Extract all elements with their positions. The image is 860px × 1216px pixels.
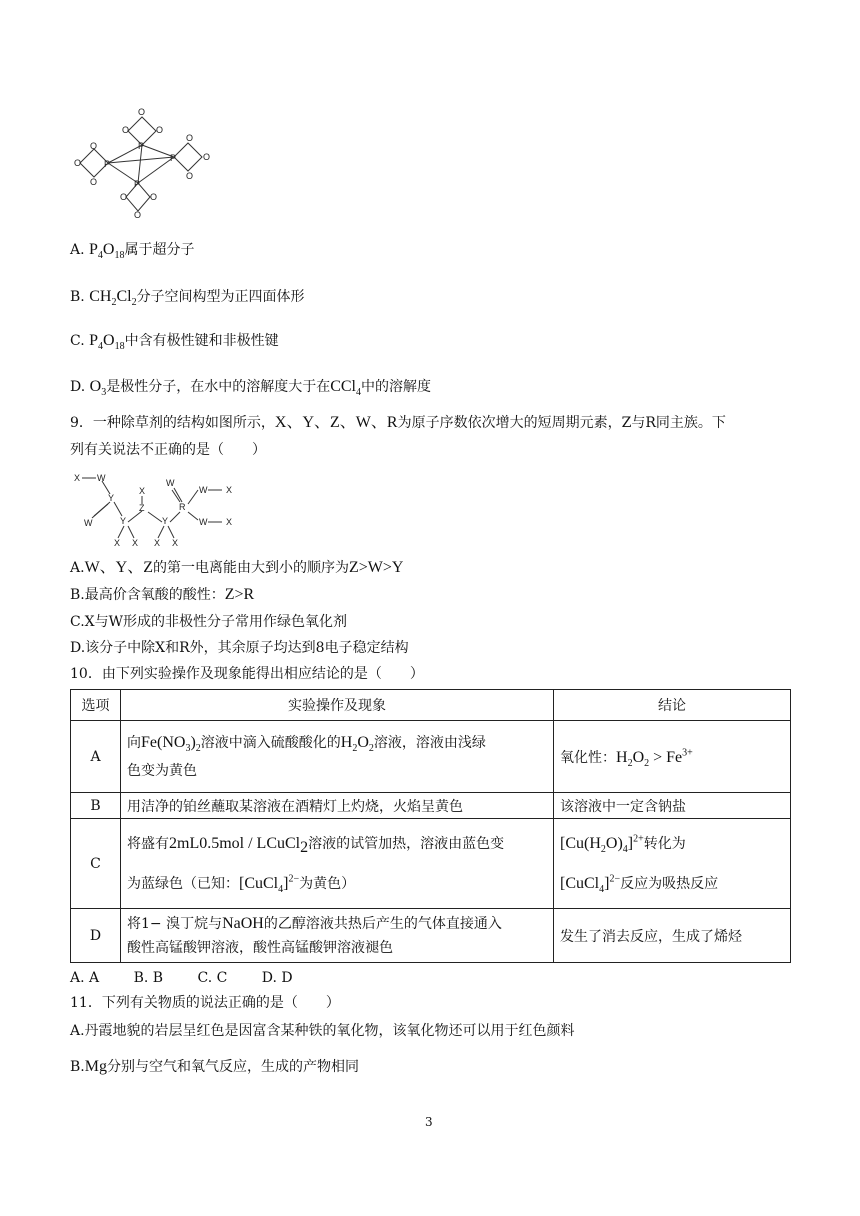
herbicide-structure-figure — [70, 466, 245, 550]
header-option: 选项 — [71, 690, 121, 721]
q9-option-a[interactable]: A.W、Y、Z的第一电离能由大到小的顺序为Z>W>Y — [70, 559, 404, 576]
p4o18-structure-figure — [70, 105, 215, 220]
svg-text:R: R — [179, 502, 186, 512]
o-atom-label: O — [122, 125, 130, 135]
p-atom-label: P — [104, 159, 111, 169]
p-atom-label: P — [170, 153, 177, 163]
svg-text:X: X — [226, 485, 233, 495]
q10-answer-c[interactable]: C. C — [197, 970, 228, 986]
svg-text:Y: Y — [120, 516, 127, 526]
q10-stem: 10．由下列实验操作及现象能得出相应结论的是（ ） — [70, 666, 424, 682]
svg-text:X: X — [226, 517, 233, 527]
q8-option-c[interactable]: C. $P_4O_{18}$中含有极性键和非极性键 — [70, 332, 279, 353]
q9-stem-line2: 列有关说法不正确的是（ ） — [70, 442, 266, 458]
o-atom-label: O — [74, 158, 82, 168]
q8-option-a[interactable]: A. $P_4O_{18}$属于超分子 — [70, 241, 195, 262]
o-atom-label: O — [138, 107, 146, 117]
table-header-row — [71, 690, 791, 721]
table-row-c: C 将盛有2mL0.5mol / LCuCl$_2$溶液的试管加热，溶液由蓝色变 为蓝绿色（已知：[CuCl$_4$]$^{2-}$为黄色） $[Cu(H_2O)_4]^{2+}$转化为 [CuCl$_4$]$^{2-}$反应为吸热反应 — [71, 819, 791, 909]
o-atom-label: O — [203, 152, 211, 162]
table-row-b: B 用洁净的铂丝蘸取某溶液在酒精灯上灼烧，火焰呈黄色 该溶液中一定含钠盐 — [71, 793, 791, 819]
q10-answer-b[interactable]: B. B — [133, 970, 164, 986]
o-atom-label: O — [186, 133, 194, 143]
o-atom-label: O — [90, 177, 98, 187]
o-atom-label: O — [134, 210, 142, 220]
q9-option-d[interactable]: D.该分子中除X和R外，其余原子均达到8电子稳定结构 — [70, 640, 409, 656]
table-row-a: A 向$Fe(NO_3)_2$溶液中滴入硫酸酸化的$H_2O_2$溶液，溶液由浅绿 色变为黄色 氧化性：$H_2O_2 > Fe^{3+}$ — [71, 721, 791, 793]
page-number: 3 — [425, 1115, 433, 1129]
o-atom-label: O — [150, 192, 158, 202]
svg-text:X: X — [74, 473, 81, 483]
svg-text:Y: Y — [108, 493, 115, 503]
q9-stem-line1: 9．一种除草剂的结构如图所示，X、Y、Z、W、R为原子序数依次增大的短周期元素，Z与R同主族。下 — [70, 414, 726, 431]
q10-answer-d[interactable]: D. D — [261, 970, 293, 986]
header-operation: 实验操作及现象 — [121, 690, 554, 721]
svg-text:W: W — [97, 473, 106, 483]
o-atom-label: O — [156, 125, 164, 135]
p-atom-label: P — [138, 141, 145, 151]
p-atom-label: P — [134, 179, 141, 189]
q9-option-b[interactable]: B.最高价含氧酸的酸性：Z>R — [70, 586, 255, 603]
svg-text:W: W — [166, 478, 175, 488]
q8-option-b[interactable]: B. $CH_2Cl_2$分子空间构型为正四面体形 — [70, 288, 305, 309]
o-atom-label: O — [120, 192, 128, 202]
q10-experiment-table — [70, 689, 791, 963]
q10-answer-a[interactable]: A. A — [70, 970, 100, 986]
svg-text:X: X — [114, 538, 121, 548]
svg-text:X: X — [132, 538, 139, 548]
q9-option-c[interactable]: C.X与W形成的非极性分子常用作绿色氧化剂 — [70, 614, 348, 630]
q8-option-d[interactable]: D. $O_3$是极性分子，在水中的溶解度大于在CCl$_4$中的溶解度 — [70, 378, 431, 399]
svg-text:X: X — [172, 538, 179, 548]
svg-text:W: W — [84, 518, 93, 528]
q11-stem: 11．下列有关物质的说法正确的是（ ） — [70, 995, 340, 1011]
svg-text:X: X — [139, 486, 146, 496]
svg-text:X: X — [154, 538, 161, 548]
q11-option-b[interactable]: B.Mg分别与空气和氧气反应，生成的产物相同 — [70, 1058, 359, 1075]
q10-answers — [70, 968, 293, 988]
o-atom-label: O — [90, 141, 98, 151]
o-atom-label: O — [186, 171, 194, 181]
svg-text:W: W — [199, 517, 208, 527]
q11-option-a[interactable]: A.丹霞地貌的岩层呈红色是因富含某种铁的氧化物，该氧化物还可以用于红色颜料 — [70, 1023, 575, 1039]
svg-text:W: W — [199, 485, 208, 495]
svg-text:Z: Z — [139, 503, 145, 513]
svg-text:Y: Y — [162, 516, 169, 526]
table-row-d: D 将1− 溴丁烷与NaOH的乙醇溶液共热后产生的气体直接通入 酸性高锰酸钾溶液，酸性高锰酸钾溶液褪色 发生了消去反应，生成了烯烃 — [71, 909, 791, 963]
header-conclusion: 结论 — [554, 690, 791, 721]
